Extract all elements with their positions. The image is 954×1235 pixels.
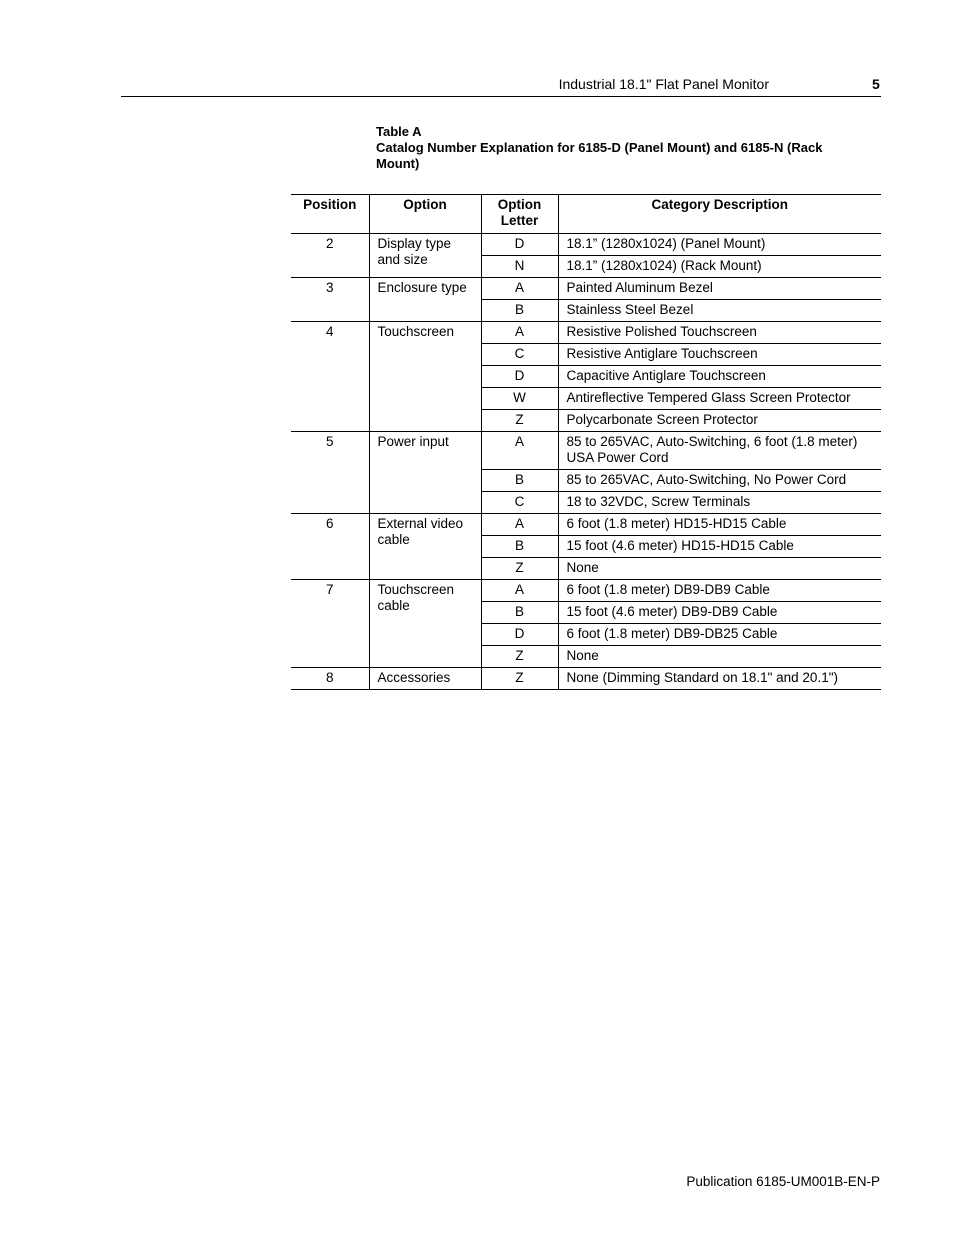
page-number: 5 — [872, 76, 880, 92]
position-cell: 6 — [291, 514, 369, 580]
category-description-cell: None — [558, 558, 881, 580]
option-letter-cell: W — [481, 388, 558, 410]
option-letter-cell: D — [481, 234, 558, 256]
category-description-cell: 85 to 265VAC, Auto-Switching, 6 foot (1.8 meter) USA Power Cord — [558, 432, 881, 470]
option-letter-cell: Z — [481, 410, 558, 432]
option-cell: External video cable — [369, 514, 481, 580]
position-cell: 7 — [291, 580, 369, 668]
category-description-cell: Resistive Polished Touchscreen — [558, 322, 881, 344]
position-cell: 2 — [291, 234, 369, 278]
table-row — [291, 668, 881, 690]
option-letter-cell: A — [481, 322, 558, 344]
table-row — [291, 278, 881, 300]
option-letter-cell: A — [481, 580, 558, 602]
option-letter-cell: C — [481, 492, 558, 514]
option-cell: Enclosure type — [369, 278, 481, 322]
table-caption-title: Catalog Number Explanation for 6185-D (Panel Mount) and 6185-N (Rack Mount) — [376, 140, 823, 171]
option-letter-cell: Z — [481, 646, 558, 668]
option-cell: Display type and size — [369, 234, 481, 278]
option-letter-cell: N — [481, 256, 558, 278]
category-description-cell: None (Dimming Standard on 18.1" and 20.1") — [558, 668, 881, 690]
position-cell: 4 — [291, 322, 369, 432]
category-description-cell: Stainless Steel Bezel — [558, 300, 881, 322]
option-letter-cell: Z — [481, 668, 558, 690]
category-description-cell: 6 foot (1.8 meter) HD15-HD15 Cable — [558, 514, 881, 536]
category-description-cell: Polycarbonate Screen Protector — [558, 410, 881, 432]
option-cell: Touchscreen — [369, 322, 481, 432]
table-body — [291, 234, 881, 690]
table-row — [291, 432, 881, 470]
running-header-title: Industrial 18.1" Flat Panel Monitor — [558, 76, 769, 92]
category-description-cell: 85 to 265VAC, Auto-Switching, No Power Cord — [558, 470, 881, 492]
category-description-cell: 18.1” (1280x1024) (Panel Mount) — [558, 234, 881, 256]
category-description-cell: None — [558, 646, 881, 668]
column-header-option-letter: Option Letter — [481, 195, 558, 234]
category-description-cell: 18 to 32VDC, Screw Terminals — [558, 492, 881, 514]
table-row — [291, 580, 881, 602]
option-letter-cell: B — [481, 300, 558, 322]
option-letter-cell: A — [481, 432, 558, 470]
table-row — [291, 514, 881, 536]
option-cell: Power input — [369, 432, 481, 514]
category-description-cell: 15 foot (4.6 meter) DB9-DB9 Cable — [558, 602, 881, 624]
column-header-option: Option — [369, 195, 481, 234]
option-cell: Accessories — [369, 668, 481, 690]
category-description-cell: Painted Aluminum Bezel — [558, 278, 881, 300]
option-letter-cell: C — [481, 344, 558, 366]
option-letter-cell: D — [481, 366, 558, 388]
category-description-cell: 15 foot (4.6 meter) HD15-HD15 Cable — [558, 536, 881, 558]
category-description-cell: 6 foot (1.8 meter) DB9-DB25 Cable — [558, 624, 881, 646]
table-row — [291, 234, 881, 256]
option-letter-cell: D — [481, 624, 558, 646]
category-description-cell: Antireflective Tempered Glass Screen Protector — [558, 388, 881, 410]
category-description-cell: Resistive Antiglare Touchscreen — [558, 344, 881, 366]
publication-footer: Publication 6185-UM001B-EN-P — [686, 1174, 880, 1189]
option-letter-cell: B — [481, 602, 558, 624]
table-row — [291, 322, 881, 344]
category-description-cell: 18.1” (1280x1024) (Rack Mount) — [558, 256, 881, 278]
position-cell: 8 — [291, 668, 369, 690]
catalog-number-table — [291, 194, 881, 690]
column-header-position: Position — [291, 195, 369, 234]
option-cell: Touchscreen cable — [369, 580, 481, 668]
option-letter-cell: Z — [481, 558, 558, 580]
category-description-cell: 6 foot (1.8 meter) DB9-DB9 Cable — [558, 580, 881, 602]
option-letter-cell: B — [481, 470, 558, 492]
option-letter-cell: B — [481, 536, 558, 558]
table-caption — [376, 124, 846, 172]
table-caption-label: Table A — [376, 124, 422, 139]
column-header-category-description: Category Description — [558, 195, 881, 234]
option-letter-cell: A — [481, 278, 558, 300]
position-cell: 5 — [291, 432, 369, 514]
category-description-cell: Capacitive Antiglare Touchscreen — [558, 366, 881, 388]
header-rule — [121, 96, 881, 97]
table-header-row — [291, 195, 881, 234]
option-letter-cell: A — [481, 514, 558, 536]
position-cell: 3 — [291, 278, 369, 322]
